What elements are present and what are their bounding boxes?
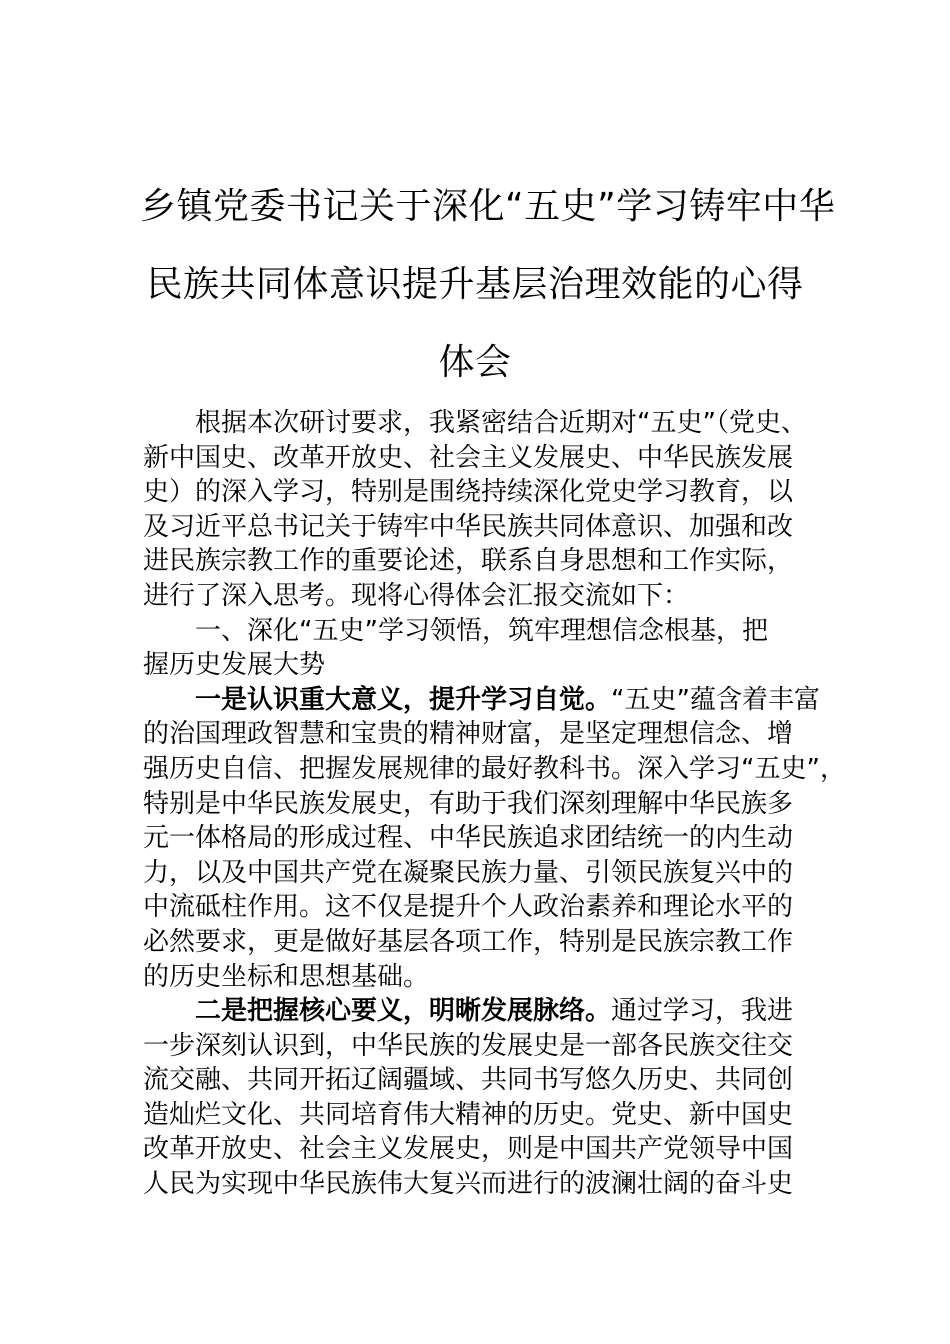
title-line: 体会 [438,342,512,383]
para2-line: 人民为实现中华民族伟大复兴而进行的波澜壮阔的奋斗史 [143,1169,794,1200]
para2-first-line [143,994,813,1029]
intro-line: 根据本次研讨要求，我紧密结合近期对“五史”（党史、 [195,408,807,438]
section-heading-line: 一、深化“五史”学习领悟，筑牢理想信念根基，把 [195,615,768,646]
title-line: 乡镇党委书记关于深化“五史”学习铸牢中华 [140,186,836,227]
para1-line: 的历史坐标和思想基础。 [143,961,430,992]
para2-line: 流交融、共同开拓辽阔疆域、共同书写悠久历史、共同创 [143,1065,794,1096]
intro-line: 进行了深入思考。现将心得体会汇报交流如下： [143,580,690,611]
para2-line: 一步深刻认识到，中华民族的发展史是一部各民族交往交 [143,1030,794,1061]
para2-line: 造灿烂文化、共同培育伟大精神的历史。党史、新中国史 [143,1099,794,1130]
para1-line: 特别是中华民族发展史，有助于我们深刻理解中华民族多 [143,788,794,819]
document-title [140,168,836,402]
para1-first-rest: “五史”蕴含着丰富 [611,684,820,715]
para1-line: 必然要求，更是做好基层各项工作，特别是民族宗教工作 [143,926,794,957]
title-line: 民族共同体意识提升基层治理效能的心得 [146,264,804,305]
para1-line: 的治国理政智慧和宝贵的精神财富，是坚定理想信念、增 [143,719,794,750]
section-heading-line: 握历史发展大势 [143,650,326,681]
para2-first-rest: 通过学习，我进 [611,996,794,1027]
para1-line: 中流砥柱作用。这不仅是提升个人政治素养和理论水平的 [143,892,794,923]
para1-line: 力，以及中国共产党在凝聚民族力量、引领民族复兴中的 [143,857,794,888]
para2-lead: 二是把握核心要义，明晰发展脉络。 [195,996,612,1027]
para1-line: 强历史自信、把握发展规律的最好教科书。深入学习“五史”， [143,753,846,784]
intro-line: 新中国史、改革开放史、社会主义发展史、中华民族发展 [143,442,794,473]
para1-lead: 一是认识重大意义，提升学习自觉。 [195,684,612,715]
intro-line: 及习近平总书记关于铸牢中华民族共同体意识、加强和改 [143,511,794,542]
para1-first-line [143,683,820,718]
intro-line: 史）的深入学习，特别是围绕持续深化党史学习教育，以 [143,477,794,508]
para1-line: 元一体格局的形成过程、中华民族追求团结统一的内生动 [143,823,794,854]
intro-line: 进民族宗教工作的重要论述，联系自身思想和工作实际， [143,546,794,577]
para2-line: 改革开放史、社会主义发展史，则是中国共产党领导中国 [143,1134,794,1165]
document-body [143,406,846,1202]
